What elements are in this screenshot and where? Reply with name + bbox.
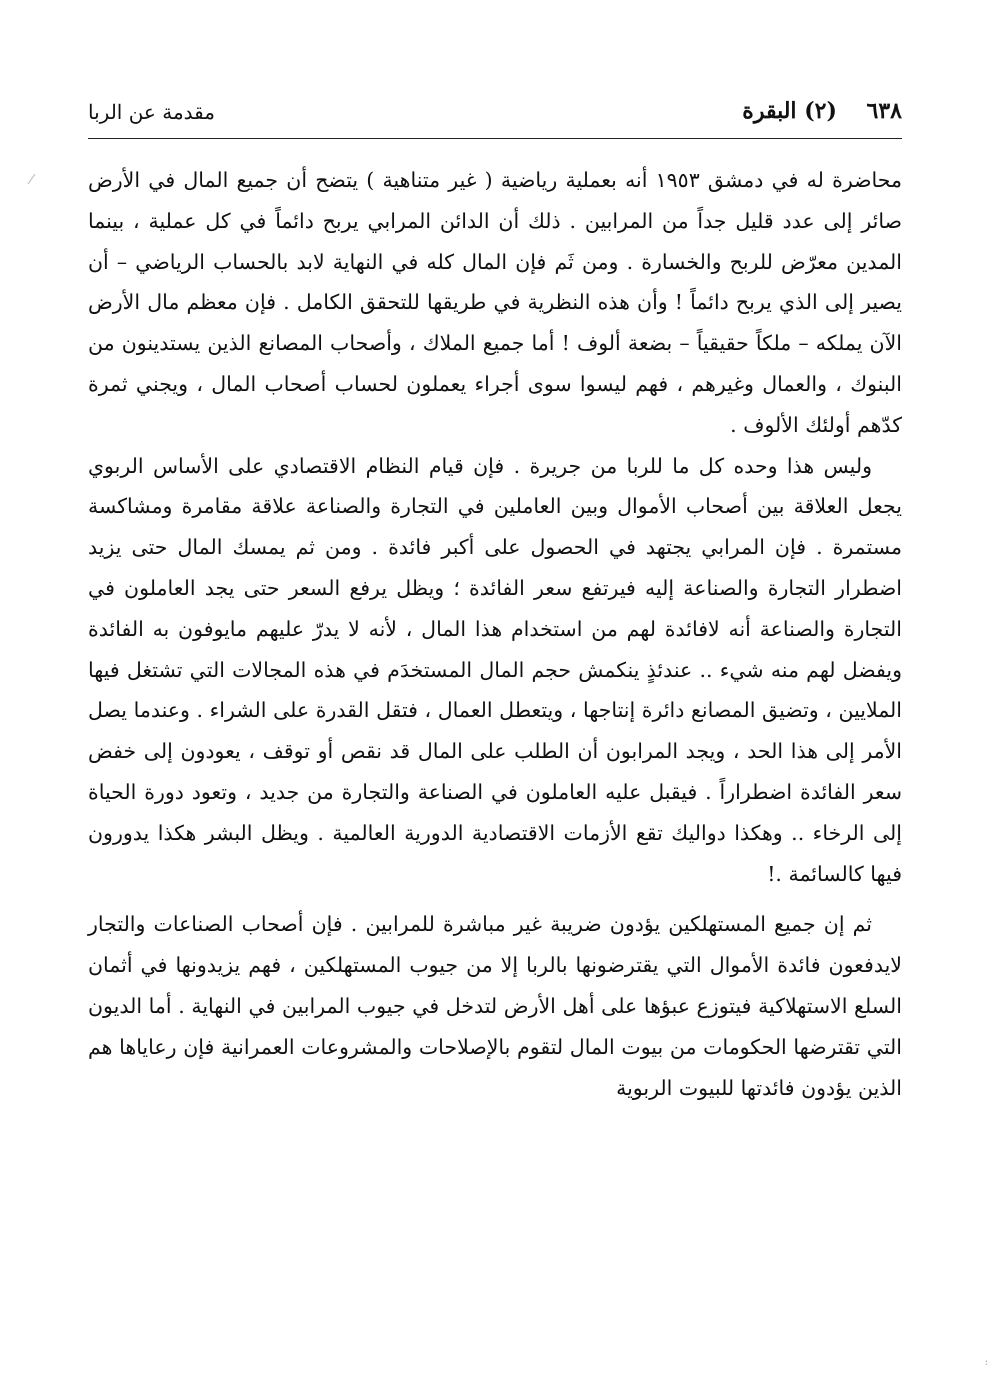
margin-pencil-mark [28,174,44,190]
paragraph-3: ثم إن جميع المستهلكين يؤدون ضريبة غير مباشرة للمرابين . فإن أصحاب الصناعات والتجار لايدفعون فائدة الأموال التي يقترضونها بالربا إلا من جيوب المستهلكين ، فهم يزيدونها في أثمان السلع الاستهلاكية فيتوزع عبؤها على أهل الأرض لتدخل في جيوب المرابين في النهاية . أما الديون التي تقترضها الحكومات من بيوت المال لتقوم بالإصلاحات والمشروعات العمرانية فإن رعاياها هم الذين يؤدون فائدتها للبيوت الربوية [88,912,902,1100]
header-divider [88,138,902,139]
paragraph-2: وليس هذا وحده كل ما للربا من جريرة . فإن قيام النظام الاقتصادي على الأساس الربوي يجعل العلاقة بين أصحاب الأموال وبين العاملين في التجارة والصناعة علاقة مقامرة ومشاكسة مستمرة . فإن المرابي يجتهد في الحصول على أكبر فائدة . ومن ثم يمسك المال حتى يزيد اضطرار التجارة والصناعة إليه فيرتفع سعر الفائدة ؛ ويظل يرفع السعر حتى يجد العاملون في التجارة والصناعة أنه لافائدة لهم من استخدام هذا المال ، لأنه لا يدرّ عليهم مايوفون به الفائدة ويفضل لهم منه شيء .. عندئذٍ ينكمش حجم المال المستخدَم في هذه المجالات التي تشتغل فيها الملايين ، وتضيق المصانع دائرة إنتاجها ، ويتعطل العمال ، فتقل القدرة على الشراء . وعندما يصل الأمر إلى هذا الحد ، ويجد المرابون أن الطلب على المال قد نقص أو توقف ، يعودون إلى خفض سعر الفائدة اضطراراً . فيقبل عليه العاملون في الصناعة والتجارة من جديد ، وتعود دورة الحياة إلى الرخاء .. وهكذا دواليك تقع الأزمات الاقتصادية الدورية العالمية . ويظل البشر هكذا يدورون فيها كالسائمة .! [88,453,902,886]
running-header [88,98,902,138]
body-text [88,160,902,1108]
corner-scan-mark: : [984,1357,988,1368]
header-right-group [742,98,902,124]
paragraph-1: محاضرة له في دمشق ١٩٥٣ أنه بعملية رياضية ( غير متناهية ) يتضح أن جميع المال في الأرض صائر إلى عدد قليل جداً من المرابين . ذلك أن الدائن المرابي يربح دائماً في كل عملية ، بينما المدين معرّض للربح والخسارة . ومن ثَم فإن المال كله في النهاية لابد بالحساب الرياضي – أن يصير إلى الذي يربح دائماً ! وأن هذه النظرية في طريقها للتحقق الكامل . فإن معظم مال الأرض الآن يملكه – ملكاً حقيقياً – بضعة ألوف ! أما جميع الملاك ، وأصحاب المصانع الذين يستدينون من البنوك ، والعمال وغيرهم ، فهم ليسوا سوى أجراء يعملون لحساب أصحاب المال ، ويجني ثمرة كدّهم أولئك الألوف . [88,168,902,437]
section-title: مقدمة عن الربا [88,100,215,124]
page-number: ٦٣٨ [866,98,902,124]
surah-label: (٢) البقرة [742,98,837,124]
